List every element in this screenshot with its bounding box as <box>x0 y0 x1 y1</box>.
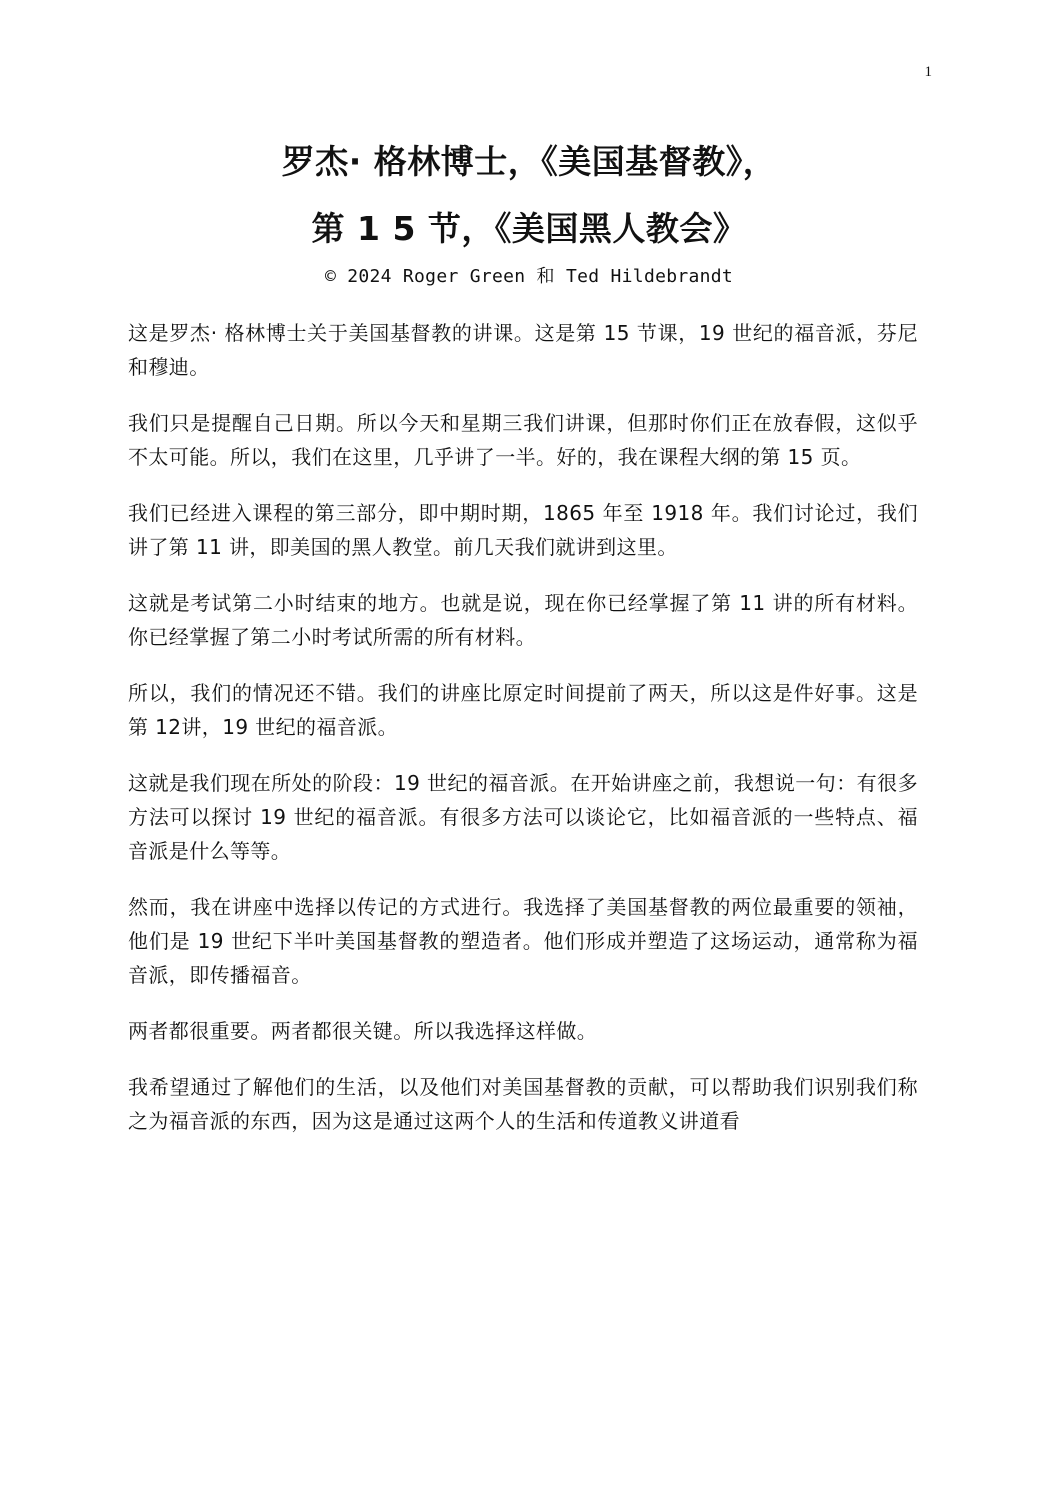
document-title-line-2: 第 1 5 节，《美国黑人教会》 <box>311 209 747 248</box>
paragraph: 我希望通过了解他们的生活，以及他们对美国基督教的贡献，可以帮助我们识别我们称之为福音派的东西，因为这是通过这两个人的生活和传道教义讲道看 <box>128 1075 918 1133</box>
paragraph: 两者都很重要。两者都很关键。所以我选择这样做。 <box>128 1019 598 1043</box>
paragraph: 所以，我们的情况还不错。我们的讲座比原定时间提前了两天，所以这是件好事。这是第 12讲，19 世纪的福音派。 <box>128 681 918 739</box>
paragraph: 然而，我在讲座中选择以传记的方式进行。我选择了美国基督教的两位最重要的领袖，他们是 19 世纪下半叶美国基督教的塑造者。他们形成并塑造了这场运动，通常称为福音派，即传播福音。 <box>128 895 918 987</box>
paragraph: 这就是我们现在所处的阶段：19 世纪的福音派。在开始讲座之前，我想说一句：有很多方法可以探讨 19 世纪的福音派。有很多方法可以谈论它，比如福音派的一些特点、福音派是什么等等。 <box>128 771 918 863</box>
paragraph: 我们只是提醒自己日期。所以今天和星期三我们讲课，但那时你们正在放春假，这似乎不太可能。所以，我们在这里，几乎讲了一半。好的，我在课程大纲的第 15 页。 <box>128 411 918 469</box>
copyright-notice: © 2024 Roger Green 和 Ted Hildebrandt <box>324 266 734 287</box>
page-number: 1 <box>924 64 932 80</box>
paragraph: 这就是考试第二小时结束的地方。也就是说，现在你已经掌握了第 11 讲的所有材料。你已经掌握了第二小时考试所需的所有材料。 <box>128 591 918 649</box>
paragraph: 这是罗杰· 格林博士关于美国基督教的讲课。这是第 15 节课，19 世纪的福音派，芬尼和穆迪。 <box>128 321 918 379</box>
document-body <box>128 316 918 1160</box>
document-title-line-1: 罗杰· 格林博士，《美国基督教》， <box>281 142 777 181</box>
paragraph: 我们已经进入课程的第三部分，即中期时期，1865 年至 1918 年。我们讨论过，我们讲了第 11 讲，即美国的黑人教堂。前几天我们就讲到这里。 <box>128 501 918 559</box>
